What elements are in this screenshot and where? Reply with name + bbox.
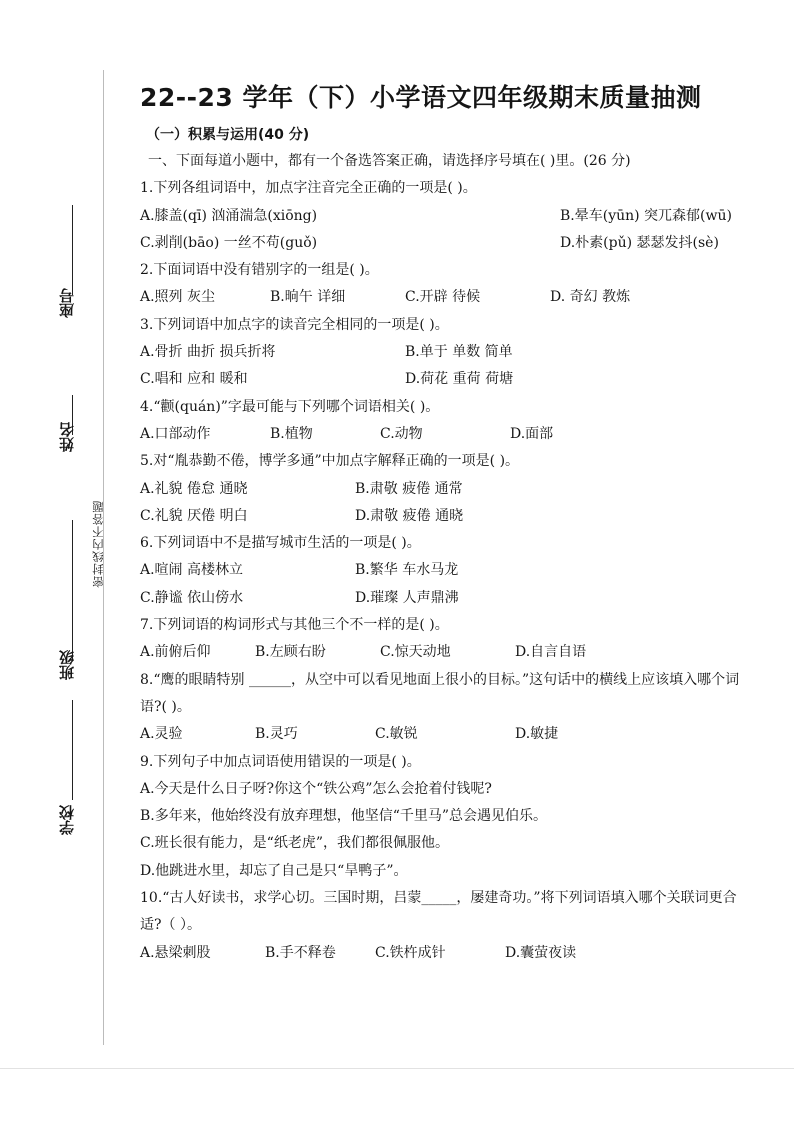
option-row xyxy=(140,284,750,311)
answer-option[interactable]: A.今天是什么日子呀?你这个“铁公鸡”怎么会抢着付钱呢? xyxy=(140,780,492,797)
class-label: 班级 xyxy=(58,650,76,680)
answer-option[interactable]: C.惊天动地 xyxy=(380,644,451,661)
question-list xyxy=(140,148,750,967)
seat-number-line xyxy=(72,205,73,295)
option-row xyxy=(140,776,750,803)
class-line xyxy=(72,520,73,660)
answer-option[interactable]: C.铁杵成针 xyxy=(375,944,446,961)
answer-option[interactable]: B.晕车(yūn) 突兀森郁(wū) xyxy=(560,207,732,224)
seat-number-label: 座号 xyxy=(58,288,76,318)
option-row xyxy=(140,639,750,666)
question-stem: 10.“古人好读书，求学心切。三国时期，吕蒙_____，屡建奇功。”将下列词语填入哪个关联词更合适?（ ）。 xyxy=(140,890,737,934)
answer-option[interactable]: C.剥削(bāo) 一丝不苟(guǒ) xyxy=(140,234,318,251)
answer-option[interactable]: C.礼貌 厌倦 明白 xyxy=(140,507,248,524)
option-row xyxy=(140,421,750,448)
answer-option[interactable]: B.单于 单数 简单 xyxy=(405,344,513,361)
answer-option[interactable]: B.晌午 详细 xyxy=(270,289,346,306)
option-row xyxy=(140,339,750,366)
option-row xyxy=(140,940,750,967)
answer-option[interactable]: C.动物 xyxy=(380,425,423,442)
answer-option[interactable]: B.左顾右盼 xyxy=(255,644,326,661)
question-stem: 6.下列词语中不是描写城市生活的一项是( )。 xyxy=(140,535,421,552)
question-stem: 1.下列各组词语中，加点字注音完全正确的一项是( )。 xyxy=(140,180,477,197)
name-label: 姓名 xyxy=(58,422,76,452)
answer-option[interactable]: D.荷花 重荷 荷塘 xyxy=(405,371,514,388)
binding-margin xyxy=(0,0,120,1122)
answer-option[interactable]: A.礼貌 倦怠 通晓 xyxy=(140,480,248,497)
answer-option[interactable]: D.璀璨 人声鼎沸 xyxy=(355,589,459,606)
question-stem: 3.下列词语中加点字的读音完全相同的一项是( )。 xyxy=(140,316,449,333)
answer-option[interactable]: D.敏捷 xyxy=(515,726,559,743)
question-stem: 9.下列句子中加点词语使用错误的一项是( )。 xyxy=(140,753,421,770)
answer-option[interactable]: C.班长很有能力，是“纸老虎”，我们都很佩服他。 xyxy=(140,835,449,852)
answer-option[interactable]: D. 奇幻 教炼 xyxy=(550,289,631,306)
answer-option[interactable]: D.朴素(pǔ) 瑟瑟发抖(sè) xyxy=(560,234,719,251)
answer-option[interactable]: B.灵巧 xyxy=(255,726,298,743)
school-line xyxy=(72,700,73,800)
option-row xyxy=(140,476,750,503)
answer-option[interactable]: D.肃敬 疲倦 通晓 xyxy=(355,507,464,524)
question-stem: 5.对“胤恭勤不倦，博学多通”中加点字解释正确的一项是( )。 xyxy=(140,453,520,470)
answer-option[interactable]: B.植物 xyxy=(270,425,313,442)
question-stem: 2.下面词语中没有错别字的一组是( )。 xyxy=(140,262,379,279)
option-row xyxy=(140,230,750,257)
answer-option[interactable]: B.多年来，他始终没有放弃理想，他坚信“千里马”总会遇见伯乐。 xyxy=(140,808,548,825)
answer-option[interactable]: A.灵验 xyxy=(140,726,183,743)
answer-option[interactable]: C.静谧 依山傍水 xyxy=(140,589,244,606)
option-row xyxy=(140,503,750,530)
answer-option[interactable]: C.开辟 待候 xyxy=(405,289,481,306)
answer-option[interactable]: C.唱和 应和 暖和 xyxy=(140,371,248,388)
answer-option[interactable]: D.他跳进水里，却忘了自己是只“旱鸭子”。 xyxy=(140,862,408,879)
answer-option[interactable]: D.自言自语 xyxy=(515,644,587,661)
answer-option[interactable]: B.肃敬 疲倦 通常 xyxy=(355,480,463,497)
instructions: 一、下面每道小题中，都有一个备选答案正确，请选择序号填在( )里。(26 分) xyxy=(148,153,631,169)
option-row xyxy=(140,557,750,584)
answer-option[interactable]: A.悬梁刺股 xyxy=(140,944,211,961)
section-title: （一）积累与运用(40 分) xyxy=(146,127,310,143)
school-label: 学校 xyxy=(58,805,76,835)
option-row xyxy=(140,721,750,748)
answer-option[interactable]: A.照列 灰尘 xyxy=(140,289,216,306)
question-stem: 7.下列词语的构词形式与其他三个不一样的是( )。 xyxy=(140,617,449,634)
option-row xyxy=(140,803,750,830)
answer-option[interactable]: B.繁华 车水马龙 xyxy=(355,562,459,579)
page-title: 22--23 学年（下）小学语文四年级期末质量抽测 xyxy=(140,83,702,112)
answer-option[interactable]: D.囊萤夜读 xyxy=(505,944,577,961)
option-row xyxy=(140,830,750,857)
seal-line-note: 密封线内不答题 xyxy=(91,500,105,588)
seal-line xyxy=(103,70,104,1045)
page-edge xyxy=(0,1068,794,1069)
answer-option[interactable]: A.骨折 曲折 损兵折将 xyxy=(140,344,276,361)
answer-option[interactable]: A.前俯后仰 xyxy=(140,644,211,661)
answer-option[interactable]: C.敏锐 xyxy=(375,726,418,743)
option-row xyxy=(140,203,750,230)
answer-option[interactable]: B.手不释卷 xyxy=(265,944,336,961)
answer-option[interactable]: D.面部 xyxy=(510,425,554,442)
answer-option[interactable]: A.膝盖(qī) 汹涌湍急(xiōng) xyxy=(140,207,318,224)
option-row xyxy=(140,366,750,393)
answer-option[interactable]: A.口部动作 xyxy=(140,425,211,442)
answer-option[interactable]: A.喧闹 高楼林立 xyxy=(140,562,244,579)
question-stem: 8.“鹰的眼睛特别 ______，从空中可以看见地面上很小的目标。”这句话中的横线上应该填入哪个词语?( )。 xyxy=(140,671,740,715)
question-stem: 4.“颧(quán)”字最可能与下列哪个词语相关( )。 xyxy=(140,398,440,415)
option-row xyxy=(140,858,750,885)
option-row xyxy=(140,585,750,612)
